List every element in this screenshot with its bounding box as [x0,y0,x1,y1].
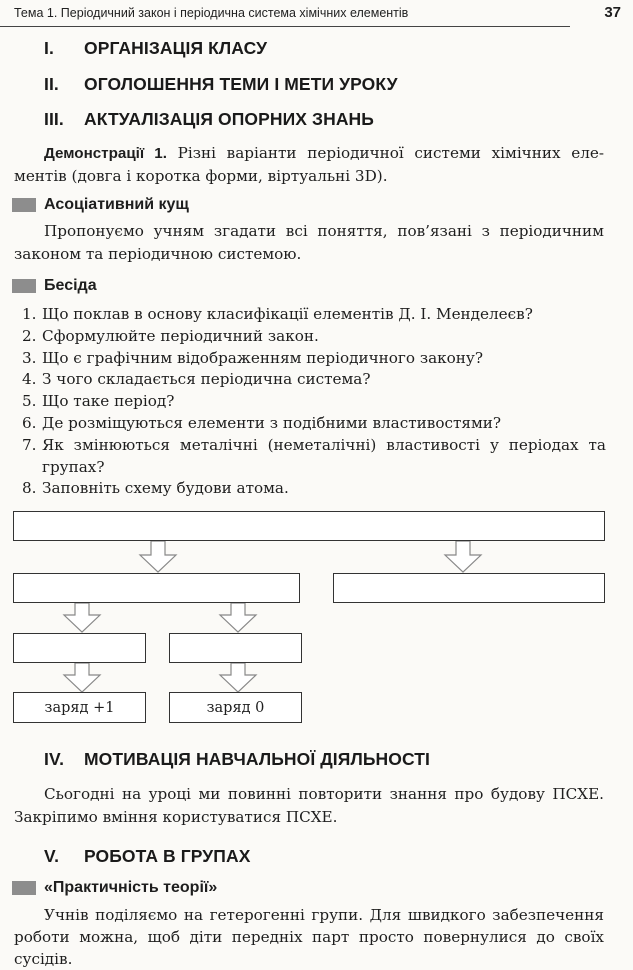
item-number: 6. [22,413,37,432]
item-text: Що таке період? [42,392,175,411]
list-item [22,435,606,479]
down-arrow-icon [218,663,258,693]
diagram-box-charge-plus: заряд +1 [13,692,146,723]
groups-paragraph: Учнів поділяємо на гетерогенні групи. Для швидкого забезпечення роботи можна, щоб діти передніх парт просто повернулися до своїх сусідів. [14,906,604,968]
item-number: 7. [22,435,37,454]
down-arrow-icon [62,663,102,693]
diagram-box-nucleus[interactable] [13,573,300,603]
list-item [22,304,606,326]
motivation-paragraph: Сьогодні на уроці ми повинні повторити знання про будову ПСХЕ. Закріпимо вміння користуватися ПСХЕ. [14,785,604,826]
item-number: 4. [22,370,37,389]
diagram-box-atom[interactable] [13,511,605,541]
down-arrow-icon [138,541,178,573]
list-item [22,369,606,391]
item-number: 3. [22,348,37,367]
gray-square-marker [12,279,36,293]
diagram-box-protons[interactable] [13,633,146,663]
gray-square-marker [12,881,36,895]
diagram-box-electron-shell[interactable] [333,573,605,603]
item-text: Що є графічним відображенням періодичного закону? [42,348,484,367]
down-arrow-icon [443,541,483,573]
item-number: 8. [22,479,37,498]
item-number: 1. [22,305,37,323]
down-arrow-icon [62,603,102,633]
subheading-label: Асоціативний кущ [44,196,189,213]
section-title: ОРГАНІЗАЦІЯ КЛАСУ [84,38,268,58]
item-text: Де розміщуються елементи з подібними властивостями? [42,413,502,432]
demo-lead: Демонстрації 1. [44,145,167,162]
page-number: 37 [604,4,621,21]
item-number: 2. [22,326,37,345]
section-number: II. [44,74,59,94]
diagram-box-charge-zero: заряд 0 [169,692,302,723]
item-number: 5. [22,392,37,411]
down-arrow-icon [218,603,258,633]
item-text: З чого складається періодична система? [42,370,371,389]
subheading-label: Бесіда [44,277,97,294]
question-list [22,304,606,500]
list-item [22,326,606,348]
item-text: Сформулюйте періодичний закон. [42,326,319,345]
list-item [22,391,606,413]
list-item [22,413,606,435]
diagram-box-neutrons[interactable] [169,633,302,663]
demo-paragraph [14,142,604,188]
section-number: IV. [44,749,65,769]
section-title: МОТИВАЦІЯ НАВЧАЛЬНОЇ ДІЯЛЬНОСТІ [84,749,431,769]
section-title: АКТУАЛІЗАЦІЯ ОПОРНИХ ЗНАНЬ [84,109,374,129]
assoc-paragraph: Пропонуємо учням згадати всі поняття, пов’язані з періодичним законом та періодичною системою. [14,222,604,263]
running-header: Тема 1. Періодичний закон і періодична система хімічних елементів [14,6,409,20]
section-number: V. [44,846,60,866]
item-text: Що поклав в основу класифікації елементів Д. І. Менделеєв? [42,305,533,323]
subheading-label: «Практичність теорії» [44,879,218,896]
list-item [22,478,606,500]
section-title: ОГОЛОШЕННЯ ТЕМИ І МЕТИ УРОКУ [84,74,398,94]
section-number: III. [44,109,64,129]
item-text: Як змінюються металічні (неметалічні) властивості у періодах та групах? [42,435,606,476]
header-rule [0,26,570,27]
list-item [22,348,606,370]
gray-square-marker [12,198,36,212]
demo-text: Різні варіанти періодичної системи хімічних елементів (довга і коротка форми, віртуальні 3D). [14,144,604,185]
item-text: Заповніть схему будови атома. [42,479,289,498]
section-title: РОБОТА В ГРУПАХ [84,846,251,866]
section-number: I. [44,38,54,58]
